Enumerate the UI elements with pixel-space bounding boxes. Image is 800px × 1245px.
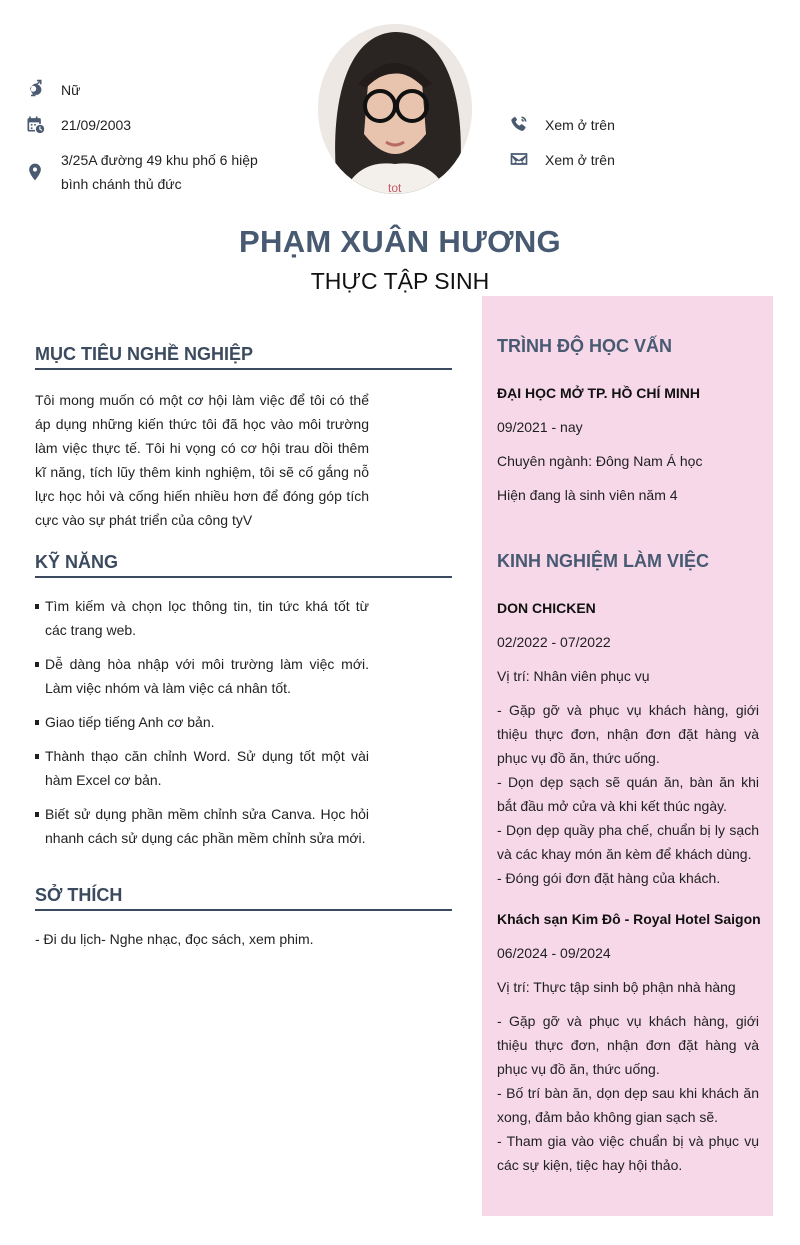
bullet-icon [35,754,39,759]
job-period: 02/2022 - 07/2022 [497,634,611,650]
school-name: ĐẠI HỌC MỞ TP. HỒ CHÍ MINH [497,385,701,401]
full-name: PHẠM XUÂN HƯƠNG [239,224,561,259]
skills-title: KỸ NĂNG [35,552,119,572]
bullet-icon [35,812,39,817]
objective-line: Tôi mong muốn có một cơ hội làm việc để tôi có thể [35,392,369,408]
address-line-2: bình chánh thủ đức [61,176,182,192]
job-position: Vị trí: Thực tập sinh bộ phận nhà hàng [497,979,736,995]
avatar [318,24,472,194]
education-major: Chuyên ngành: Đông Nam Á học [497,453,703,469]
skills-list [35,594,369,860]
skill-text: Giao tiếp tiếng Anh cơ bản. [45,714,215,730]
job-position: Vị trí: Nhân viên phục vụ [497,668,650,684]
address-text [61,148,258,196]
duty-item: - Dọn dẹp sạch sẽ quán ăn, bàn ăn khi bắt đầu mở cửa và khi kết thúc ngày. [497,774,759,814]
job-duties [497,1009,759,1177]
gender-icon [24,78,46,100]
dob-row [24,113,131,137]
education-title: TRÌNH ĐỘ HỌC VẤN [497,336,672,356]
hobbies-title: SỞ THÍCH [35,885,123,905]
job-period: 06/2024 - 09/2024 [497,945,611,961]
address-line-1: 3/25A đường 49 khu phố 6 hiệp [61,152,258,168]
bullet-icon [35,604,39,609]
education-status: Hiện đang là sinh viên năm 4 [497,487,678,503]
objective-line: làm việc thực tế. Tôi hi vọng có cơ hội trau dồi thêm [35,440,369,456]
skill-text: Dễ dàng hòa nhập với môi trường làm việc mới. Làm việc nhóm và làm việc cá nhân tốt. [45,656,369,696]
job-duties [497,698,759,890]
dob-text: 21/09/2003 [61,117,132,133]
objective-line: cực vào sự phát triển của công tyV [35,512,253,528]
job-company: Khách sạn Kim Đô - Royal Hotel Saigon [497,911,761,927]
education-period: 09/2021 - nay [497,419,583,435]
calendar-icon [24,113,46,135]
email-row [508,148,615,172]
skill-text: Thành thạo căn chỉnh Word. Sử dụng tốt một vài hàm Excel cơ bản. [45,748,369,788]
list-item [35,710,369,734]
job-role: THỰC TẬP SINH [310,268,490,294]
skills-divider [35,576,452,578]
email-icon [508,148,530,170]
objective-line: lực học hỏi và cống hiến nhiều hơn để đóng góp tích [35,488,369,504]
list-item [35,652,369,700]
duty-item: - Gặp gỡ và phục vụ khách hàng, giới thiệu thực đơn, nhận đơn đặt hàng và phục vụ đồ ăn, thức uống. [497,1013,759,1077]
svg-text:tot: tot [388,181,402,194]
bullet-icon [35,720,39,725]
experience-title: KINH NGHIỆM LÀM VIỆC [497,551,710,571]
phone-text: Xem ở trên [545,117,615,133]
duty-item: - Tham gia vào việc chuẩn bị và phục vụ các sự kiện, tiệc hay hội thảo. [497,1133,759,1173]
objective-line: áp dụng những kiến thức tôi đã học vào môi trường [35,416,369,432]
hobbies-divider [35,909,452,911]
skill-text: Tìm kiếm và chọn lọc thông tin, tin tức khá tốt từ các trang web. [45,598,369,638]
email-text: Xem ở trên [545,152,615,168]
list-item [35,594,369,642]
phone-icon [508,113,530,135]
duty-item: - Đóng gói đơn đặt hàng của khách. [497,870,721,886]
location-pin-icon [24,161,46,183]
objective-title: MỤC TIÊU NGHỀ NGHIỆP [35,344,254,364]
gender-row [24,78,80,102]
duty-item: - Gặp gỡ và phục vụ khách hàng, giới thiệu thực đơn, nhận đơn đặt hàng và phục vụ đồ ăn, thức uống. [497,702,759,766]
bullet-icon [35,662,39,667]
portrait-photo [318,24,472,194]
phone-row [508,113,615,137]
address-row [24,148,258,196]
gender-text: Nữ [61,82,81,98]
duty-item: - Dọn dẹp quầy pha chế, chuẩn bị ly sạch và các khay món ăn kèm để khách dùng. [497,822,759,862]
list-item [35,744,369,792]
skill-text: Biết sử dụng phần mềm chỉnh sửa Canva. Học hỏi nhanh cách sử dụng các phần mềm chỉnh sửa mới. [45,806,369,846]
objective-line: kĩ năng, tích lũy thêm kinh nghiệm, tôi sẽ cố gắng nỗ [35,464,369,480]
hobbies-text: - Đi du lịch- Nghe nhạc, đọc sách, xem phim. [35,931,314,947]
objective-body [35,388,369,532]
duty-item: - Bố trí bàn ăn, dọn dẹp sau khi khách ăn xong, đảm bảo không gian sạch sẽ. [497,1085,759,1125]
list-item [35,802,369,850]
job-company: DON CHICKEN [497,600,596,616]
objective-divider [35,368,452,370]
